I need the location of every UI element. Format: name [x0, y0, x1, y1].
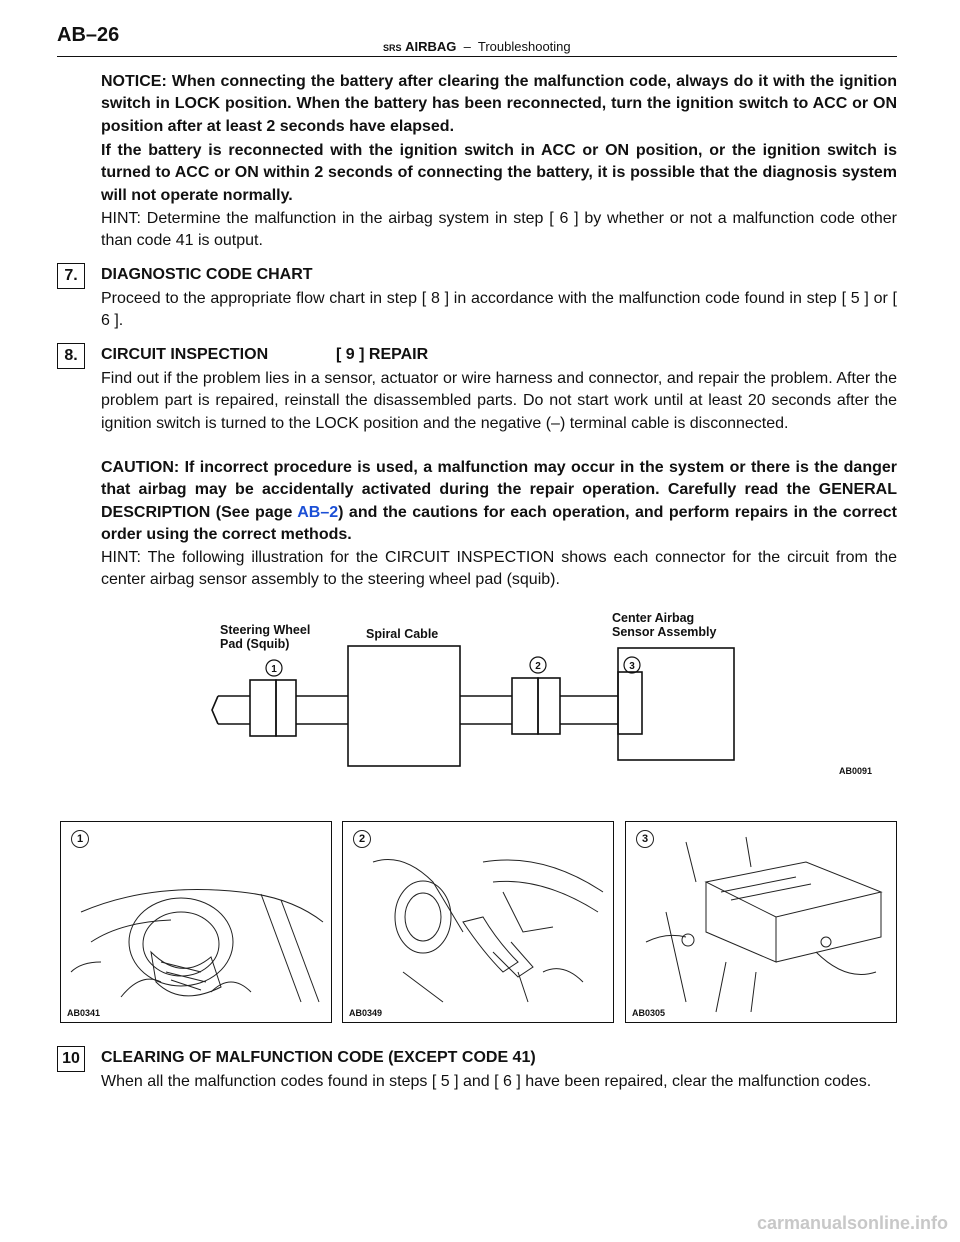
diagram-callout-3: 3: [629, 661, 635, 672]
photo-callout-3: 3: [636, 830, 654, 848]
notice-text-2: If the battery is reconnected with the ignition switch in ACC or ON position, or the ignition switch is turned to ACC or ON within 2 seconds of connecting the battery, it is possible that the diagnosis system will not operate normally.: [101, 142, 897, 204]
label-pad-squib: Pad (Squib): [220, 637, 290, 651]
page-number: AB–26: [57, 24, 120, 46]
airbag-sensor-illustration: [626, 822, 896, 1022]
step-8-text: Find out if the problem lies in a sensor, actuator or wire harness and connector, and repair the problem. After the problem part is repaired, reinstall the disassembled parts. Do not start work until at least 20 seconds after the ignition switch is turned to the LOCK position and the negative (–) terminal cable is disconnected.: [101, 370, 897, 432]
notice-hint: HINT: Determine the malfunction in the airbag system in step [ 6 ] by whether or not a malfunction code other than code 41 is output.: [101, 210, 897, 250]
connector-diagram: [200, 610, 880, 805]
photo-panel-2: [342, 821, 614, 1023]
step-10-title: CLEARING OF MALFUNCTION CODE (EXCEPT CODE 41): [101, 1049, 536, 1066]
diagram-callout-2: 2: [535, 661, 541, 672]
page-header: [57, 24, 897, 58]
section-label: AIRBAG: [405, 39, 457, 54]
step-8-caution: [101, 457, 897, 546]
header-rule: [57, 56, 897, 57]
notice-text: NOTICE: When connecting the battery after clearing the malfunction code, always do it with the ignition switch in LOCK position. When the battery has been reconnected, turn the ignition switch to ACC or ON position after at least 2 seconds have elapsed.: [101, 73, 897, 135]
photo-code-1: AB0341: [67, 1008, 101, 1018]
photo-panel-3: [625, 821, 897, 1023]
step-8-title-2: [ 9 ] REPAIR: [336, 346, 429, 363]
step-7-title: DIAGNOSTIC CODE CHART: [101, 266, 313, 283]
label-sensor-assembly: Sensor Assembly: [612, 625, 717, 639]
step-8-number: 8.: [57, 343, 85, 369]
photo-code-3: AB0305: [632, 1008, 666, 1018]
watermark: carmanualsonline.info: [756, 1213, 948, 1233]
header-title: [383, 39, 571, 54]
steering-column-illustration: [343, 822, 613, 1022]
subsection-label: Troubleshooting: [477, 39, 571, 54]
header-dash: –: [463, 39, 471, 54]
caution-text-a: CAUTION: If incorrect procedure is used, a malfunction may occur in the system or there is the danger that airbag may be accidentally activated during the repair operation. Carefully read the GENERAL DESCRIPTION (See page: [101, 459, 897, 521]
step-7-text: Proceed to the appropriate flow chart in step [ 8 ] in accordance with the malfunction code found in step [ 5 ] or [ 6 ].: [101, 290, 897, 330]
diagram-code: AB0091: [838, 766, 872, 776]
caution-text-b: ) and the cautions for each operation, and perform repairs in the correct order using the correct methods.: [101, 503, 897, 543]
photo-callout-2: 2: [353, 830, 371, 848]
label-center-airbag: Center Airbag: [612, 611, 695, 625]
step-8-hint: HINT: The following illustration for the CIRCUIT INSPECTION shows each connector for the circuit from the center airbag sensor assembly to the steering wheel pad (squib).: [101, 549, 897, 589]
step-8-title: CIRCUIT INSPECTION: [101, 346, 269, 363]
steering-wheel-illustration: [61, 822, 331, 1022]
page-link-ab2[interactable]: AB–2: [297, 503, 339, 521]
diagram-callout-1: 1: [271, 664, 277, 675]
label-steering-wheel: Steering Wheel: [220, 623, 311, 637]
label-spiral-cable: Spiral Cable: [366, 627, 439, 641]
photo-callout-1: 1: [71, 830, 89, 848]
step-10-number: 10: [57, 1046, 85, 1072]
step-7-number: 7.: [57, 263, 85, 289]
photo-code-2: AB0349: [349, 1008, 383, 1018]
srs-label: SRS: [383, 43, 402, 53]
step-10-text: When all the malfunction codes found in steps [ 5 ] and [ 6 ] have been repaired, clear the malfunction codes.: [101, 1073, 872, 1090]
photo-panel-1: [60, 821, 332, 1023]
